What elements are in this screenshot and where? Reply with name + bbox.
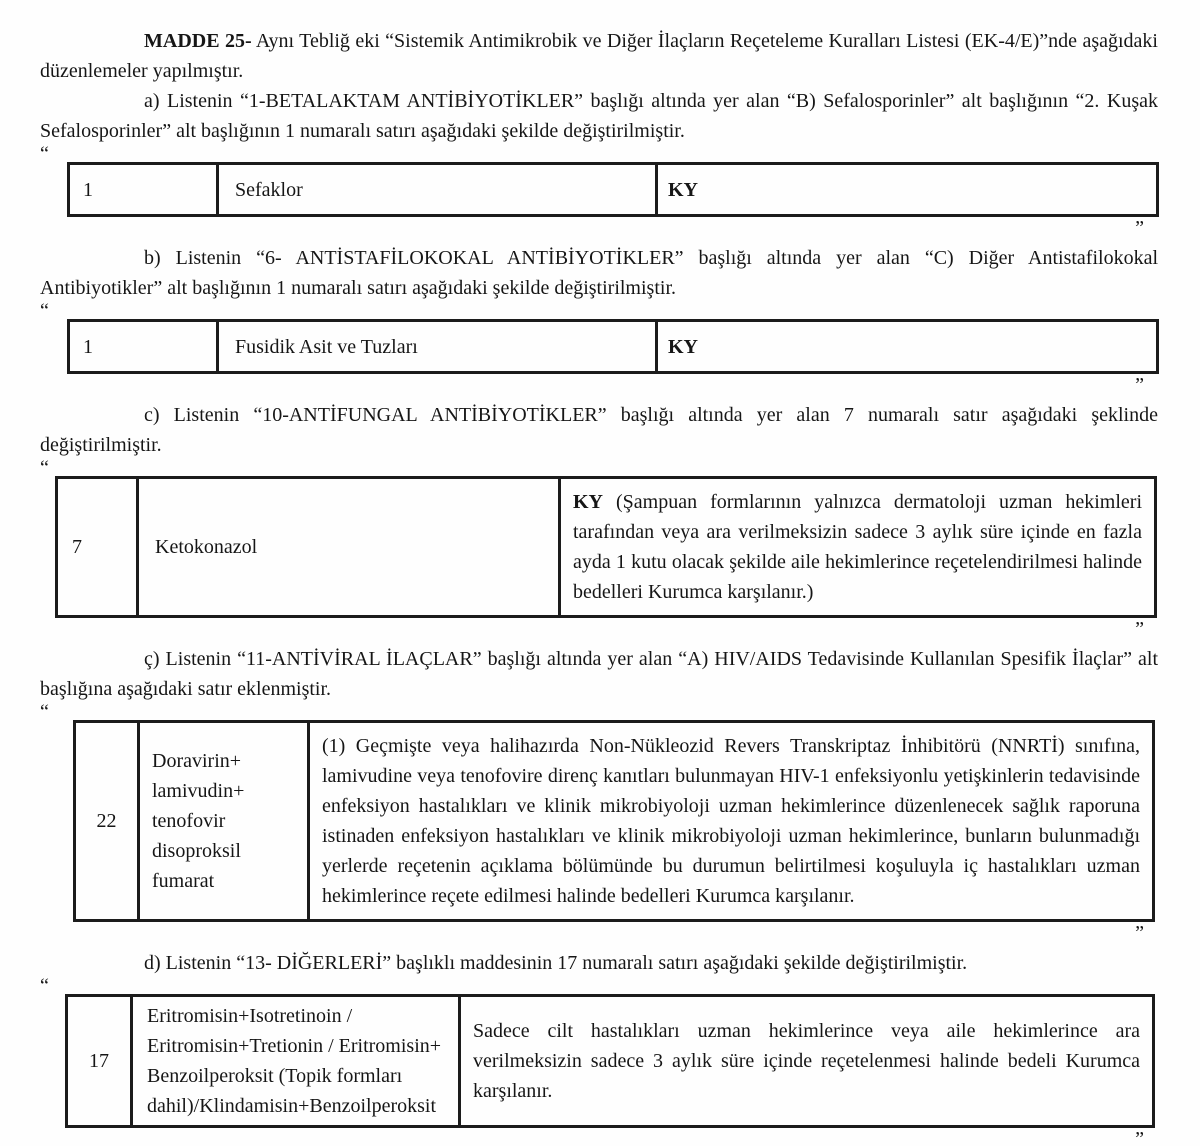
- madde-25-paragraph: [40, 26, 1158, 86]
- regulation-table-a: [67, 162, 1159, 217]
- section-a-intro: a) Listenin “1-BETALAKTAM ANTİBİYOTİKLER” başlığı altında yer alan “B) Sefalosporinler” alt başlığının “2. Kuşak Sefalosporinler” alt başlığının 1 numaralı satırı aşağıdaki şekilde değiştirilmiştir.: [40, 90, 1158, 142]
- madde-25-text: Aynı Tebliğ eki “Sistemik Antimikrobik ve Diğer İlaçların Reçeteleme Kuralları Listesi (EK-4/E)”nde aşağıdaki düzenlemeler yapılmıştır.: [40, 30, 1158, 82]
- table-row: [57, 478, 1156, 617]
- close-quote-mark: ”: [1135, 217, 1144, 239]
- open-quote-mark: “: [40, 300, 49, 322]
- rule-code: KY: [573, 491, 603, 513]
- section-b-intro: b) Listenin “6- ANTİSTAFİLOKOKAL ANTİBİYOTİKLER” başlığı altında yer alan “C) Diğer Antistafilokokal Antibiyotikler” alt başlığının 1 numaralı satırı aşağıdaki şekilde değiştirilmiştir.: [40, 247, 1158, 299]
- row-number-cell: 1: [69, 164, 218, 216]
- drug-name-cell: Fusidik Asit ve Tuzları: [218, 321, 657, 373]
- rule-text: Sadece cilt hastalıkları uzman hekimlerince veya aile hekimlerince ara verilmeksizin sadece 3 aylık süre içinde reçetelenmesi halinde bedeli Kurumca karşılanır.: [473, 1020, 1140, 1102]
- drug-name-cell: Eritromisin+Isotretinoin / Eritromisin+Tretionin / Eritromisin+ Benzoilperoksit (Topik formları dahil)/Klindamisin+Benzoilperoksit: [132, 996, 460, 1127]
- regulation-table-b: [67, 319, 1159, 374]
- table-row: [69, 164, 1158, 216]
- regulation-table-cedilla: [73, 720, 1155, 922]
- rule-cell: [460, 996, 1154, 1127]
- table-row: [75, 722, 1154, 921]
- section-c-intro: c) Listenin “10-ANTİFUNGAL ANTİBİYOTİKLER” başlığı altında yer alan 7 numaralı satır aşağıdaki şeklinde değiştirilmiştir.: [40, 404, 1158, 456]
- open-quote-mark: “: [40, 457, 49, 479]
- row-number-cell: 17: [67, 996, 132, 1127]
- rule-cell: [309, 722, 1154, 921]
- regulation-table-c: [55, 476, 1157, 618]
- section-d-intro: d) Listenin “13- DİĞERLERİ” başlıklı maddesinin 17 numaralı satırı aşağıdaki şekilde değiştirilmiştir.: [144, 952, 968, 974]
- regulation-table-d: [65, 994, 1155, 1128]
- rule-code: KY: [668, 335, 698, 358]
- row-number-cell: 22: [75, 722, 139, 921]
- open-quote-mark: “: [40, 701, 49, 723]
- rule-text: (1) Geçmişte veya halihazırda Non-Nükleozid Revers Transkriptaz İnhibitörü (NNRTİ) sınıfına, lamivudine veya tenofovire direnç kanıtları bulunmayan HIV-1 enfeksiyonlu yetişkinlerin tedavisinde enfeksiyon hastalıkları ve klinik mikrobiyoloji uzman hekimlerince düzenlenecek sağlık raporuna istinaden enfeksiyon hastalıkları ve klinik mikrobiyoloji uzman hekimlerince, bunların bulunmadığı yerlerde reçetenin açıklama bölümünde bu durumun belirtilmesi koşuluyla iç hastalıkları uzman hekimlerince reçete edilmesi halinde bedelleri Kurumca karşılanır.: [322, 735, 1140, 907]
- drug-name-cell: Ketokonazol: [138, 478, 560, 617]
- close-quote-mark: ”: [1135, 1128, 1144, 1146]
- close-quote-mark: ”: [1135, 922, 1144, 944]
- close-quote-mark: ”: [1135, 618, 1144, 640]
- rule-text: (Şampuan formlarının yalnızca dermatoloji uzman hekimleri tarafından veya ara verilmeksizin sadece 3 aylık süre içinde en fazla ayda 1 kutu olacak şekilde aile hekimlerince reçetelendirilmesi halinde bedelleri Kurumca karşılanır.): [573, 491, 1142, 603]
- rule-cell: [657, 164, 1158, 216]
- table-row: [69, 321, 1158, 373]
- row-number-cell: 1: [69, 321, 218, 373]
- open-quote-mark: “: [40, 143, 49, 165]
- table-row: [67, 996, 1154, 1127]
- close-quote-mark: ”: [1135, 374, 1144, 396]
- section-cedilla-intro: ç) Listenin “11-ANTİVİRAL İLAÇLAR” başlığı altında yer alan “A) HIV/AIDS Tedavisinde Kullanılan Spesifik İlaçlar” alt başlığına aşağıdaki satır eklenmiştir.: [40, 648, 1158, 700]
- rule-code: KY: [668, 178, 698, 201]
- madde-25-label: MADDE 25-: [144, 30, 252, 52]
- rule-cell: [657, 321, 1158, 373]
- rule-cell: [560, 478, 1156, 617]
- open-quote-mark: “: [40, 975, 49, 997]
- drug-name-cell: Doravirin+ lamivudin+ tenofovir disoproksil fumarat: [139, 722, 309, 921]
- drug-name-cell: Sefaklor: [218, 164, 657, 216]
- row-number-cell: 7: [57, 478, 138, 617]
